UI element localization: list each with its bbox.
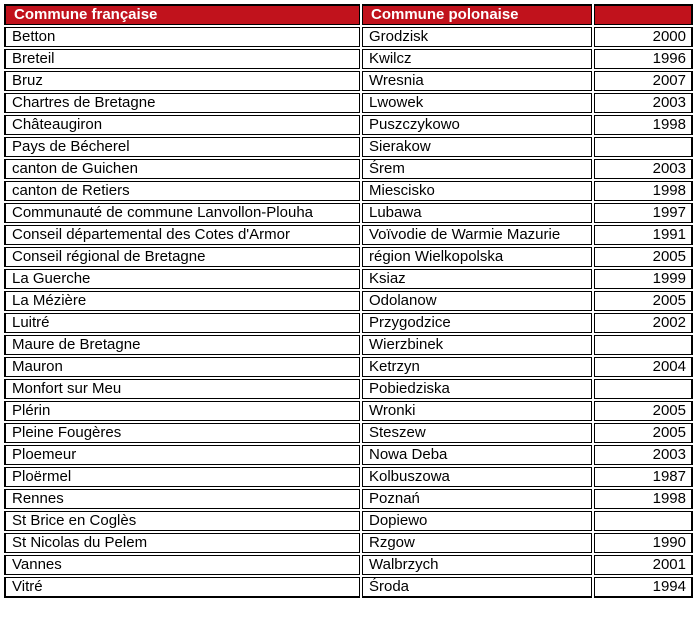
- table-row: [4, 291, 693, 311]
- table-row: [4, 269, 693, 289]
- cell-polish: Wresnia: [362, 71, 592, 91]
- cell-polish: Lubawa: [362, 203, 592, 223]
- cell-polish: Sierakow: [362, 137, 592, 157]
- cell-year: 2003: [594, 159, 693, 179]
- cell-polish: région Wielkopolska: [362, 247, 592, 267]
- table-row: [4, 115, 693, 135]
- cell-year: 1991: [594, 225, 693, 245]
- cell-year: 1994: [594, 577, 693, 598]
- cell-polish: Voïvodie de Warmie Mazurie: [362, 225, 592, 245]
- cell-year: 2001: [594, 555, 693, 575]
- cell-year: 1999: [594, 269, 693, 289]
- cell-year: 2000: [594, 27, 693, 47]
- cell-french: Monfort sur Meu: [4, 379, 360, 399]
- cell-year: 2005: [594, 247, 693, 267]
- cell-polish: Steszew: [362, 423, 592, 443]
- cell-year: 2003: [594, 93, 693, 113]
- table-row: [4, 357, 693, 377]
- table-row: [4, 533, 693, 553]
- cell-french: Ploemeur: [4, 445, 360, 465]
- cell-french: Betton: [4, 27, 360, 47]
- cell-french: Mauron: [4, 357, 360, 377]
- table-row: [4, 379, 693, 399]
- cell-year: 1998: [594, 489, 693, 509]
- cell-year: 1998: [594, 115, 693, 135]
- table-row: [4, 137, 693, 157]
- cell-polish: Odolanow: [362, 291, 592, 311]
- column-header-commune-polonaise: Commune polonaise: [362, 4, 592, 25]
- table-row: [4, 335, 693, 355]
- cell-year: [594, 511, 693, 531]
- cell-polish: Rzgow: [362, 533, 592, 553]
- table-row: [4, 203, 693, 223]
- cell-polish: Dopiewo: [362, 511, 592, 531]
- cell-french: Luitré: [4, 313, 360, 333]
- cell-french: Rennes: [4, 489, 360, 509]
- table-row: [4, 511, 693, 531]
- cell-french: St Brice en Coglès: [4, 511, 360, 531]
- cell-french: Pleine Fougères: [4, 423, 360, 443]
- cell-polish: Nowa Deba: [362, 445, 592, 465]
- cell-polish: Kwilcz: [362, 49, 592, 69]
- table-row: [4, 445, 693, 465]
- cell-french: La Guerche: [4, 269, 360, 289]
- cell-polish: Lwowek: [362, 93, 592, 113]
- cell-polish: Śrem: [362, 159, 592, 179]
- cell-polish: Grodzisk: [362, 27, 592, 47]
- cell-french: Maure de Bretagne: [4, 335, 360, 355]
- table-row: [4, 181, 693, 201]
- twin-towns-table: [2, 2, 695, 600]
- cell-polish: Walbrzych: [362, 555, 592, 575]
- table-row: [4, 555, 693, 575]
- header-row: [4, 4, 693, 25]
- table-row: [4, 401, 693, 421]
- cell-year: 1997: [594, 203, 693, 223]
- cell-french: Pays de Bécherel: [4, 137, 360, 157]
- table-header: [4, 4, 693, 25]
- cell-french: Bruz: [4, 71, 360, 91]
- cell-french: Conseil régional de Bretagne: [4, 247, 360, 267]
- cell-french: Breteil: [4, 49, 360, 69]
- column-header-year: [594, 4, 693, 25]
- cell-year: 2003: [594, 445, 693, 465]
- cell-french: canton de Retiers: [4, 181, 360, 201]
- cell-french: Plérin: [4, 401, 360, 421]
- cell-year: 2005: [594, 291, 693, 311]
- cell-year: 2007: [594, 71, 693, 91]
- table-row: [4, 71, 693, 91]
- cell-french: Conseil départemental des Cotes d'Armor: [4, 225, 360, 245]
- cell-year: 1987: [594, 467, 693, 487]
- cell-french: Vannes: [4, 555, 360, 575]
- cell-year: 1998: [594, 181, 693, 201]
- cell-french: Châteaugiron: [4, 115, 360, 135]
- cell-french: Chartres de Bretagne: [4, 93, 360, 113]
- table-row: [4, 27, 693, 47]
- cell-year: [594, 379, 693, 399]
- cell-polish: Poznań: [362, 489, 592, 509]
- cell-french: St Nicolas du Pelem: [4, 533, 360, 553]
- cell-year: 2004: [594, 357, 693, 377]
- table-row: [4, 49, 693, 69]
- cell-year: 2005: [594, 423, 693, 443]
- cell-polish: Pobiedziska: [362, 379, 592, 399]
- cell-french: Vitré: [4, 577, 360, 598]
- table-row: [4, 467, 693, 487]
- cell-polish: Wierzbinek: [362, 335, 592, 355]
- cell-year: [594, 137, 693, 157]
- cell-french: Communauté de commune Lanvollon-Plouha: [4, 203, 360, 223]
- cell-polish: Puszczykowo: [362, 115, 592, 135]
- cell-polish: Ksiaz: [362, 269, 592, 289]
- cell-french: La Mézière: [4, 291, 360, 311]
- cell-year: 2005: [594, 401, 693, 421]
- cell-year: 1990: [594, 533, 693, 553]
- table-body: [4, 27, 693, 598]
- cell-year: 1996: [594, 49, 693, 69]
- table-row: [4, 489, 693, 509]
- table-row: [4, 577, 693, 598]
- cell-french: canton de Guichen: [4, 159, 360, 179]
- table-row: [4, 159, 693, 179]
- column-header-commune-francaise: Commune française: [4, 4, 360, 25]
- table-row: [4, 423, 693, 443]
- table-row: [4, 225, 693, 245]
- cell-year: [594, 335, 693, 355]
- cell-french: Ploërmel: [4, 467, 360, 487]
- cell-polish: Przygodzice: [362, 313, 592, 333]
- cell-polish: Miescisko: [362, 181, 592, 201]
- cell-polish: Środa: [362, 577, 592, 598]
- cell-polish: Wronki: [362, 401, 592, 421]
- cell-year: 2002: [594, 313, 693, 333]
- table-row: [4, 313, 693, 333]
- cell-polish: Kolbuszowa: [362, 467, 592, 487]
- cell-polish: Ketrzyn: [362, 357, 592, 377]
- table-row: [4, 93, 693, 113]
- table-row: [4, 247, 693, 267]
